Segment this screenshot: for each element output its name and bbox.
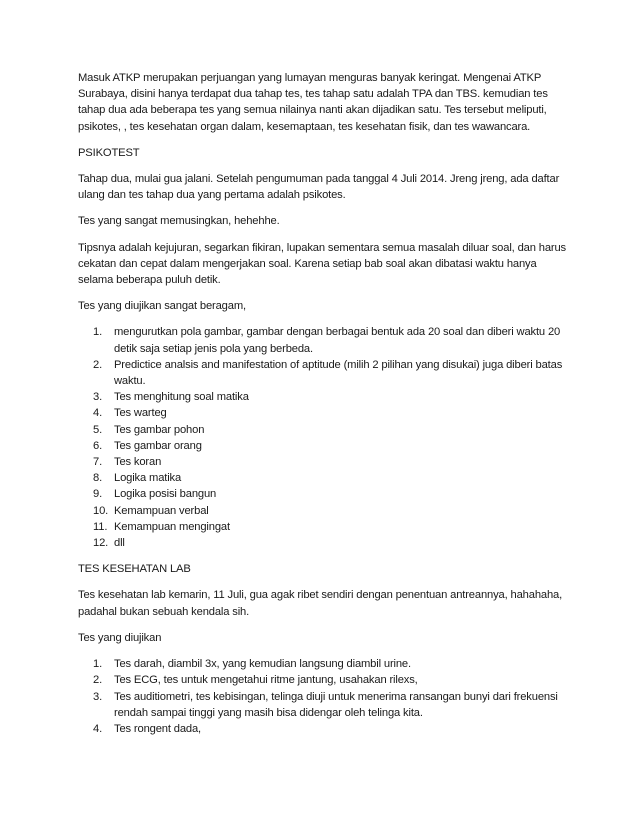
list-item	[78, 672, 573, 688]
list-number: 4.	[93, 407, 103, 420]
lab-heading: TES KESEHATAN LAB	[78, 563, 191, 576]
list-number: 3.	[93, 391, 103, 404]
list-item	[78, 470, 573, 486]
list-text: Kemampuan mengingat	[114, 520, 230, 533]
psikotest-paragraph-1: Tahap dua, mulai gua jalani. Setelah pengumuman pada tanggal 4 Juli 2014. Jreng jreng, ada daftar ulang dan tes tahap dua yang pertama adalah psikotes.	[78, 173, 560, 202]
list-number: 6.	[93, 439, 103, 452]
list-number: 4.	[93, 722, 103, 735]
list-text: Tes gambar orang	[114, 439, 202, 452]
list-item	[78, 519, 573, 535]
list-text: Tes ECG, tes untuk mengetahui ritme jantung, usahakan rilexs,	[114, 674, 418, 687]
list-text: dll	[114, 537, 125, 550]
list-item	[78, 324, 573, 356]
list-text: Kemampuan verbal	[114, 504, 209, 517]
list-text: mengurutkan pola gambar, gambar dengan berbagai bentuk ada 20 soal dan diberi waktu 20 detik saja setiap jenis pola yang berbeda.	[114, 326, 561, 355]
lab-list	[78, 656, 573, 737]
list-number: 1.	[93, 658, 103, 671]
lab-paragraph-2: Tes yang diujikan	[78, 631, 162, 644]
lab-paragraph-1: Tes kesehatan lab kemarin, 11 Juli, gua agak ribet sendiri dengan penentuan antreannya, hahahaha, padahal bukan sebuah kendala sih.	[78, 589, 563, 618]
document-page	[78, 70, 573, 747]
list-text: Tes gambar pohon	[114, 423, 205, 436]
list-number: 7.	[93, 456, 103, 469]
list-text: Tes warteg	[114, 407, 167, 420]
list-text: Tes rongent dada,	[114, 722, 202, 735]
list-text: Logika matika	[114, 472, 182, 485]
list-item	[78, 405, 573, 421]
list-text: Tes koran	[114, 456, 162, 469]
list-item	[78, 535, 573, 551]
psikotest-list	[78, 324, 573, 551]
list-item	[78, 656, 573, 672]
psikotest-paragraph-4: Tes yang diujikan sangat beragam,	[78, 300, 246, 313]
list-item	[78, 389, 573, 405]
list-item	[78, 721, 573, 737]
psikotest-paragraph-2: Tes yang sangat memusingkan, hehehhe.	[78, 215, 280, 228]
list-number: 3.	[93, 690, 103, 703]
list-number: 10.	[93, 504, 109, 517]
list-number: 2.	[93, 358, 103, 371]
psikotest-paragraph-3: Tipsnya adalah kejujuran, segarkan fikiran, lupakan sementara semua masalah diluar soal, dan harus cekatan dan cepat dalam mengerjakan soal. Karena setiap bab soal akan dibatasi waktu hanya selama beberapa puluh detik.	[78, 241, 566, 287]
list-item	[78, 454, 573, 470]
list-item	[78, 503, 573, 519]
list-text: Tes darah, diambil 3x, yang kemudian langsung diambil urine.	[114, 658, 411, 671]
list-number: 5.	[93, 423, 103, 436]
psikotest-heading: PSIKOTEST	[78, 146, 140, 159]
list-text: Predictice analsis and manifestation of aptitude (milih 2 pilihan yang disukai) juga diberi batas waktu.	[114, 358, 563, 388]
list-item	[78, 357, 573, 389]
list-number: 2.	[93, 674, 103, 687]
list-number: 11.	[93, 520, 108, 533]
list-number: 12.	[93, 537, 109, 550]
list-text: Tes auditiometri, tes kebisingan, telinga diuji untuk menerima ransangan bunyi dari frekuensi rendah sampai tinggi yang masih bisa didengar oleh telinga kita.	[114, 690, 558, 719]
list-item	[78, 486, 573, 502]
list-item	[78, 438, 573, 454]
list-item	[78, 689, 573, 721]
list-item	[78, 422, 573, 438]
intro-paragraph: Masuk ATKP merupakan perjuangan yang lumayan menguras banyak keringat. Mengenai ATKP Surabaya, disini hanya terdapat dua tahap tes, tes tahap satu adalah TPA dan TBS. kemudian tes tahap dua ada beberapa tes yang semua nilainya nanti akan dijadikan satu. Tes tersebut meliputi, psikotes, , tes kesehatan organ dalam, kesemaptaan, tes kesehatan fisik, dan tes wawancara.	[78, 72, 548, 133]
list-text: Tes menghitung soal matika	[114, 391, 249, 404]
list-text: Logika posisi bangun	[114, 488, 217, 501]
list-number: 1.	[93, 326, 103, 339]
list-number: 9.	[93, 488, 103, 501]
list-number: 8.	[93, 472, 103, 485]
